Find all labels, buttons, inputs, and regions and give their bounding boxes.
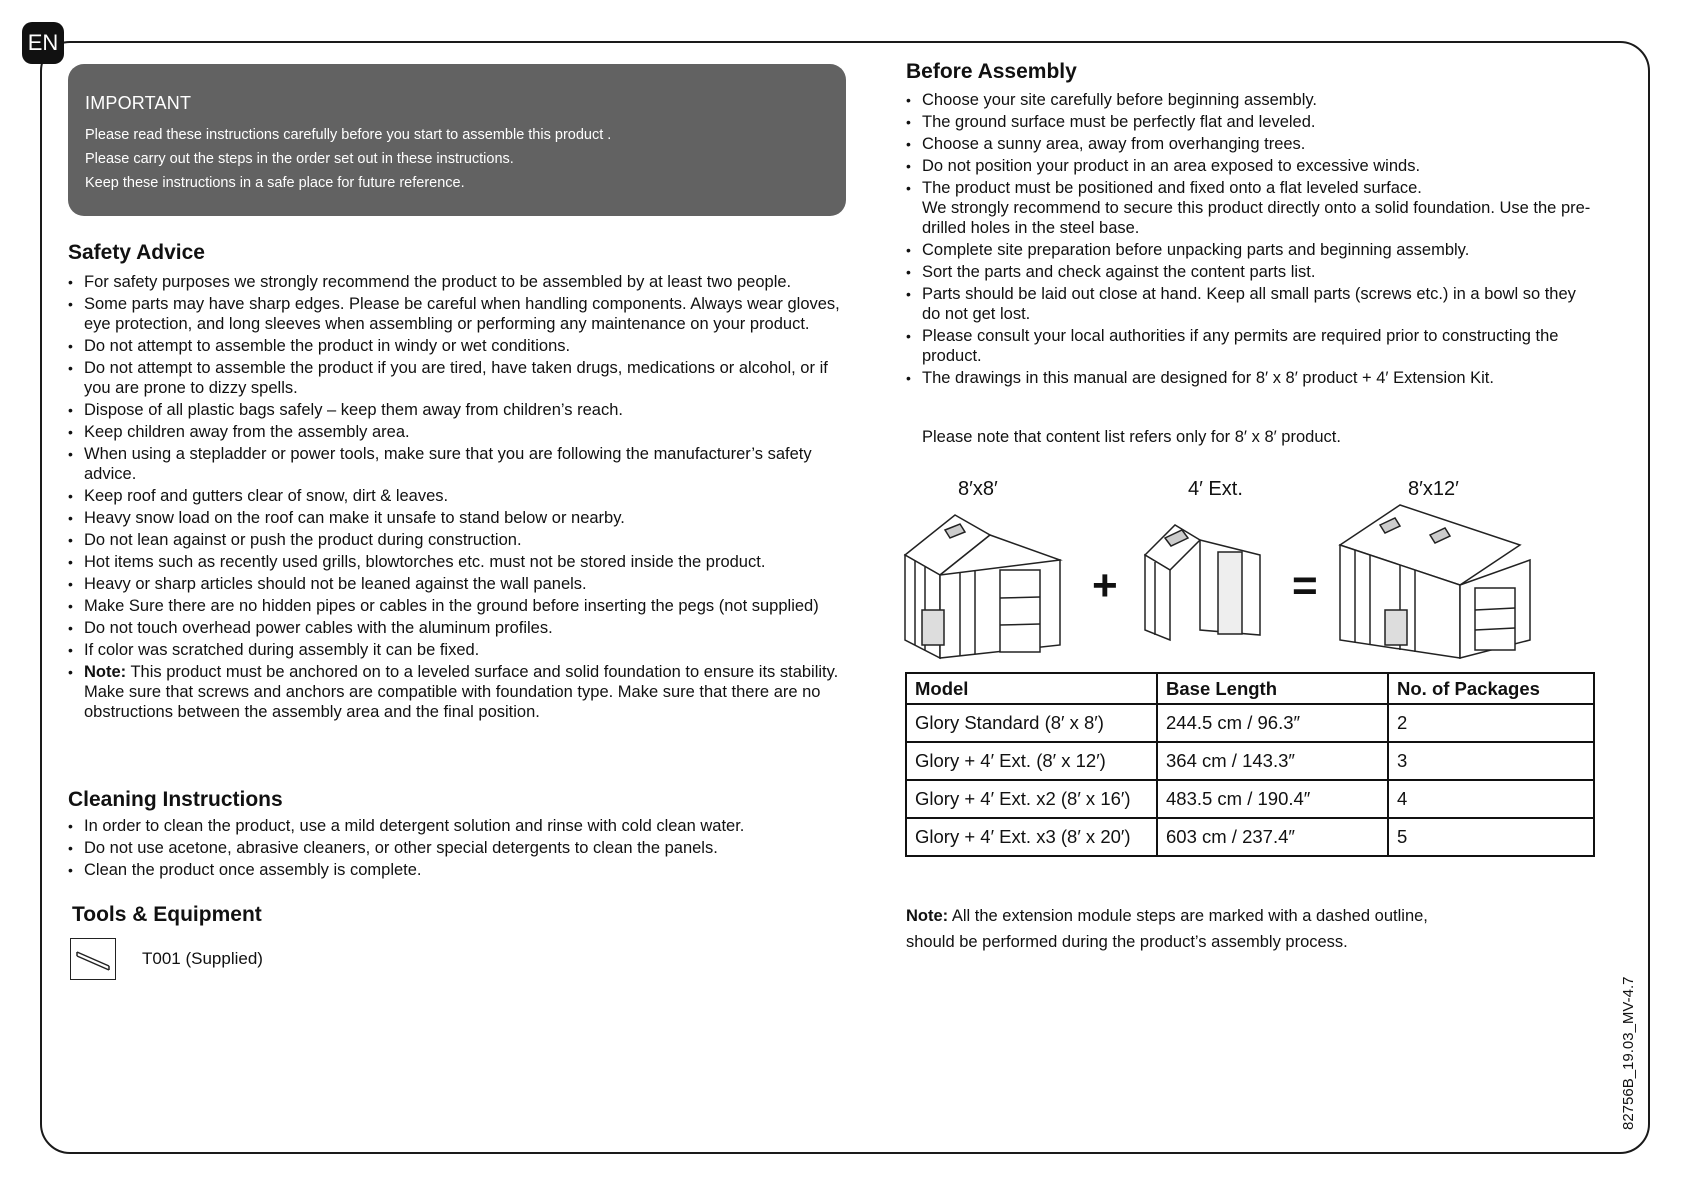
list-item: • Heavy or sharp articles should not be leaned against the wall panels. [68, 574, 858, 594]
list-item: • Do not lean against or push the product during construction. [68, 530, 858, 550]
list-item: • Do not position your product in an area exposed to excessive winds. [906, 156, 1596, 176]
tools-title: Tools & Equipment [72, 903, 262, 926]
list-item: • Parts should be laid out close at hand. Keep all small parts (screws etc.) in a bowl so they do not get lost. [906, 284, 1596, 324]
label-8x12: 8′x12′ [1408, 478, 1459, 500]
tool-row [70, 938, 263, 980]
list-item: • Do not attempt to assemble the product in windy or wet conditions. [68, 336, 858, 356]
note-text: All the extension module steps are marked with a dashed outline, should be performed during the product’s assembly process. [906, 907, 1428, 951]
safety-title: Safety Advice [68, 241, 205, 264]
shed-8x12-icon [1340, 505, 1530, 658]
table-header-row [906, 673, 1594, 704]
list-item: • In order to clean the product, use a mild detergent solution and rinse with cold clean water. [68, 816, 858, 836]
list-item: • Please consult your local authorities if any permits are required prior to constructing the product. [906, 326, 1596, 366]
table-cell: 4 [1388, 780, 1594, 818]
list-item: • Do not touch overhead power cables with the aluminum profiles. [68, 618, 858, 638]
label-8x8: 8′x8′ [958, 478, 998, 500]
label-ext: 4′ Ext. [1188, 478, 1243, 500]
table-cell: 3 [1388, 742, 1594, 780]
list-item: • Choose a sunny area, away from overhanging trees. [906, 134, 1596, 154]
list-item: • Do not attempt to assemble the product if you are tired, have taken drugs, medications or alcohol, or if you are prone to dizzy spells. [68, 358, 858, 398]
equals-sign: = [1292, 561, 1318, 610]
shed-ext-icon [1145, 525, 1260, 640]
plus-sign: + [1092, 561, 1118, 610]
list-item: • Dispose of all plastic bags safely – keep them away from children’s reach. [68, 400, 858, 420]
table-cell: Glory + 4′ Ext. (8′ x 12′) [906, 742, 1157, 780]
safety-list [68, 272, 858, 724]
item-text: The product must be positioned and fixed onto a flat leveled surface. [922, 179, 1422, 197]
shed-diagram [900, 500, 1540, 665]
cleaning-list [68, 816, 858, 882]
list-item: • The ground surface must be perfectly flat and leveled. [906, 112, 1596, 132]
table-cell: Glory + 4′ Ext. x3 (8′ x 20′) [906, 818, 1157, 856]
note-label: Note: [84, 663, 127, 681]
list-item: • Do not use acetone, abrasive cleaners, or other special detergents to clean the panels. [68, 838, 858, 858]
table-row [906, 818, 1594, 856]
table-cell: 5 [1388, 818, 1594, 856]
tool-icon [70, 938, 116, 980]
list-item: • For safety purposes we strongly recommend the product to be assembled by at least two people. [68, 272, 858, 292]
list-item: • Keep children away from the assembly area. [68, 422, 858, 442]
list-item: • When using a stepladder or power tools, make sure that you are following the manufacturer’s safety advice. [68, 444, 858, 484]
column-header: Model [906, 673, 1157, 704]
important-line: Please read these instructions carefully before you start to assemble this product . [85, 127, 612, 143]
before-list [906, 90, 1596, 390]
list-item: • Sort the parts and check against the content parts list. [906, 262, 1596, 282]
note-label: Note: [906, 907, 949, 925]
table-cell: Glory + 4′ Ext. x2 (8′ x 16′) [906, 780, 1157, 818]
table-row [906, 704, 1594, 742]
tool-label: T001 (Supplied) [142, 949, 263, 968]
document-code: 82756B_19.03_MV-4.7 [1620, 976, 1637, 1130]
extension-note [906, 903, 1466, 955]
list-item: • The drawings in this manual are designed for 8′ x 8′ product + 4′ Extension Kit. [906, 368, 1596, 388]
column-header: No. of Packages [1388, 673, 1594, 704]
column-header: Base Length [1157, 673, 1388, 704]
list-item: • Clean the product once assembly is complete. [68, 860, 858, 880]
list-item: • Hot items such as recently used grills, blowtorches etc. must not be stored inside the product. [68, 552, 858, 572]
before-title: Before Assembly [906, 60, 1077, 83]
list-item: • Choose your site carefully before beginning assembly. [906, 90, 1596, 110]
list-item: • Make Sure there are no hidden pipes or cables in the ground before inserting the pegs (not supplied) [68, 596, 858, 616]
shed-8x8-icon [905, 515, 1060, 658]
content-list-note: Please note that content list refers only for 8′ x 8′ product. [922, 428, 1341, 446]
list-item-note [68, 662, 858, 722]
cleaning-title: Cleaning Instructions [68, 788, 283, 811]
note-text: This product must be anchored on to a leveled surface and solid foundation to ensure its stability. [130, 663, 839, 681]
table-cell: 244.5 cm / 96.3″ [1157, 704, 1388, 742]
table-row [906, 742, 1594, 780]
item-text: We strongly recommend to secure this product directly onto a solid foundation. Use the pre-drilled holes in the steel base. [922, 199, 1591, 237]
packages-table [905, 672, 1595, 857]
important-box [68, 64, 846, 216]
list-item [906, 178, 1596, 238]
list-item: • Some parts may have sharp edges. Please be careful when handling components. Always wear gloves, eye protection, and long sleeves when assembling or performing any maintenance on your product. [68, 294, 858, 334]
list-item: • Heavy snow load on the roof can make it unsafe to stand below or nearby. [68, 508, 858, 528]
important-line: Keep these instructions in a safe place for future reference. [85, 175, 465, 191]
list-item: • Keep roof and gutters clear of snow, dirt & leaves. [68, 486, 858, 506]
table-cell: 483.5 cm / 190.4″ [1157, 780, 1388, 818]
table-cell: 2 [1388, 704, 1594, 742]
note-text: Make sure that screws and anchors are compatible with foundation type. Make sure that there are no obstructions between the assembly area and the final position. [84, 683, 821, 721]
important-title: IMPORTANT [85, 93, 192, 113]
table-cell: 364 cm / 143.3″ [1157, 742, 1388, 780]
language-badge: EN [22, 22, 64, 64]
table-row [906, 780, 1594, 818]
list-item: • If color was scratched during assembly it can be fixed. [68, 640, 858, 660]
important-line: Please carry out the steps in the order set out in these instructions. [85, 151, 514, 167]
table-cell: Glory Standard (8′ x 8′) [906, 704, 1157, 742]
list-item: • Complete site preparation before unpacking parts and beginning assembly. [906, 240, 1596, 260]
table-cell: 603 cm / 237.4″ [1157, 818, 1388, 856]
